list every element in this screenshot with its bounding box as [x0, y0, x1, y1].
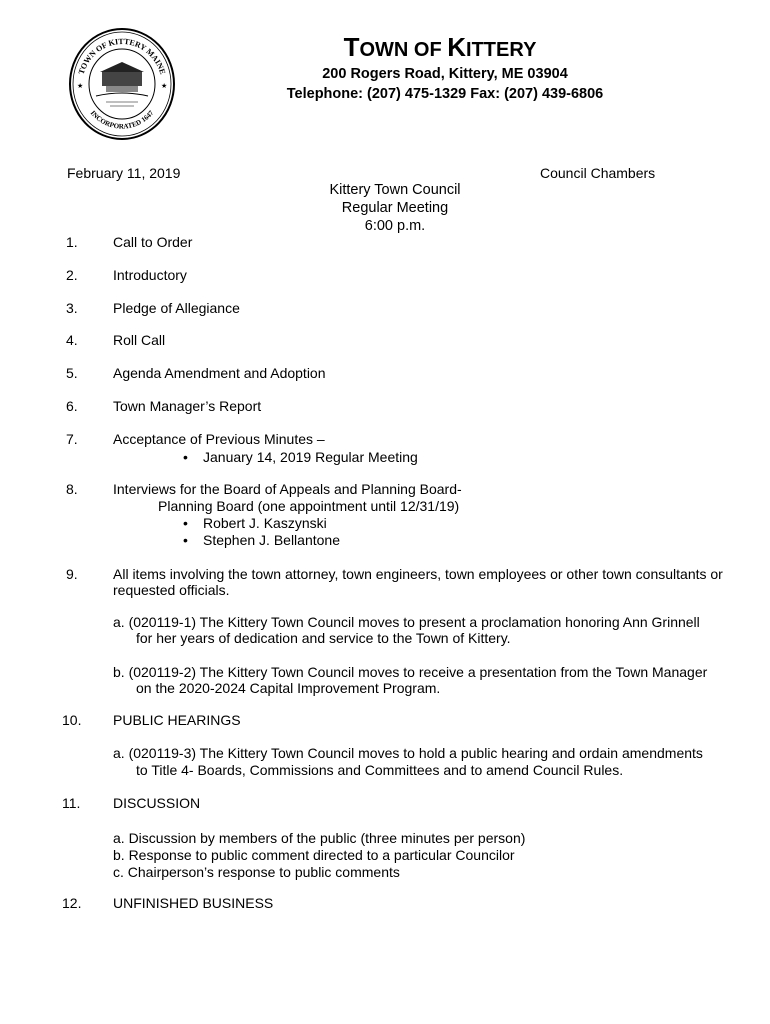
- motion-020119-2-line1: b. (020119-2) The Kittery Town Council moves to receive a presentation from the Town Manager: [113, 664, 708, 680]
- bullet-icon: •: [183, 532, 188, 548]
- agenda-item-roll-call: Roll Call: [113, 332, 166, 348]
- motion-020119-3-line1: a. (020119-3) The Kittery Town Council moves to hold a public hearing and ordain amendments: [113, 745, 703, 761]
- discussion-item-a: a. Discussion by members of the public (three minutes per person): [113, 830, 526, 846]
- town-title: TOWN OF KITTERY: [343, 32, 537, 62]
- interviews-subheading: Planning Board (one appointment until 12/31/19): [158, 498, 460, 514]
- meeting-time: 6:00 p.m.: [364, 218, 426, 234]
- discussion-item-c: c. Chairperson’s response to public comments: [113, 864, 400, 880]
- town-address: 200 Rogers Road, Kittery, ME 03904: [322, 66, 568, 82]
- candidate-name: Stephen J. Bellantone: [203, 532, 340, 548]
- agenda-item-call-to-order: Call to Order: [113, 234, 193, 250]
- item-number: 8.: [66, 481, 78, 497]
- meeting-type: Regular Meeting: [341, 200, 449, 216]
- item-number: 3.: [66, 300, 78, 316]
- town-telephone: Telephone: (207) 475-1329 Fax: (207) 439-6806: [286, 86, 604, 102]
- item-number: 6.: [66, 398, 78, 414]
- svg-text:TOWN OF KITTERY MAINE: TOWN OF KITTERY MAINE: [76, 36, 168, 76]
- item-number: 1.: [66, 234, 78, 250]
- agenda-item-introductory: Introductory: [113, 267, 187, 283]
- item-number: 7.: [66, 431, 78, 447]
- item-number: 12.: [62, 895, 82, 911]
- agenda-item-minutes: Acceptance of Previous Minutes –: [113, 431, 325, 447]
- meeting-date: February 11, 2019: [67, 165, 181, 181]
- discussion-item-b: b. Response to public comment directed to a particular Councilor: [113, 847, 515, 863]
- item-number: 2.: [66, 267, 78, 283]
- agenda-item-public-hearings: PUBLIC HEARINGS: [113, 712, 241, 728]
- agenda-item-9-line1: All items involving the town attorney, town engineers, town employees or other town consultants or: [113, 566, 723, 582]
- bullet-icon: •: [183, 449, 188, 465]
- motion-020119-2-line2: on the 2020-2024 Capital Improvement Program.: [136, 680, 441, 696]
- svg-text:★: ★: [77, 83, 84, 90]
- item-number: 9.: [66, 566, 78, 582]
- item-number: 4.: [66, 332, 78, 348]
- minutes-bullet: January 14, 2019 Regular Meeting: [203, 449, 418, 465]
- seal-icon: [66, 24, 178, 142]
- agenda-item-manager-report: Town Manager’s Report: [113, 398, 262, 414]
- item-number: 11.: [62, 795, 81, 811]
- agenda-item-amendment: Agenda Amendment and Adoption: [113, 365, 326, 381]
- agenda-item-discussion: DISCUSSION: [113, 795, 201, 811]
- town-seal-logo: [66, 24, 178, 142]
- candidate-name: Robert J. Kaszynski: [203, 515, 327, 531]
- bullet-icon: •: [183, 515, 188, 531]
- agenda-item-pledge: Pledge of Allegiance: [113, 300, 240, 316]
- agenda-item-interviews: Interviews for the Board of Appeals and Planning Board-: [113, 481, 462, 497]
- agenda-item-unfinished-business: UNFINISHED BUSINESS: [113, 895, 274, 911]
- agenda-item-9-line2: requested officials.: [113, 582, 230, 598]
- item-number: 10.: [62, 712, 82, 728]
- svg-text:★: ★: [161, 83, 168, 90]
- svg-text:INCORPORATED 1647: INCORPORATED 1647: [88, 109, 156, 131]
- meeting-location: Council Chambers: [540, 165, 656, 181]
- motion-020119-1-line2: for her years of dedication and service to the Town of Kittery.: [136, 630, 511, 646]
- motion-020119-1-line1: a. (020119-1) The Kittery Town Council moves to present a proclamation honoring Ann Grinnell: [113, 614, 700, 630]
- item-number: 5.: [66, 365, 78, 381]
- motion-020119-3-line2: to Title 4- Boards, Commissions and Committees and to amend Council Rules.: [136, 762, 624, 778]
- meeting-body: Kittery Town Council: [329, 182, 461, 198]
